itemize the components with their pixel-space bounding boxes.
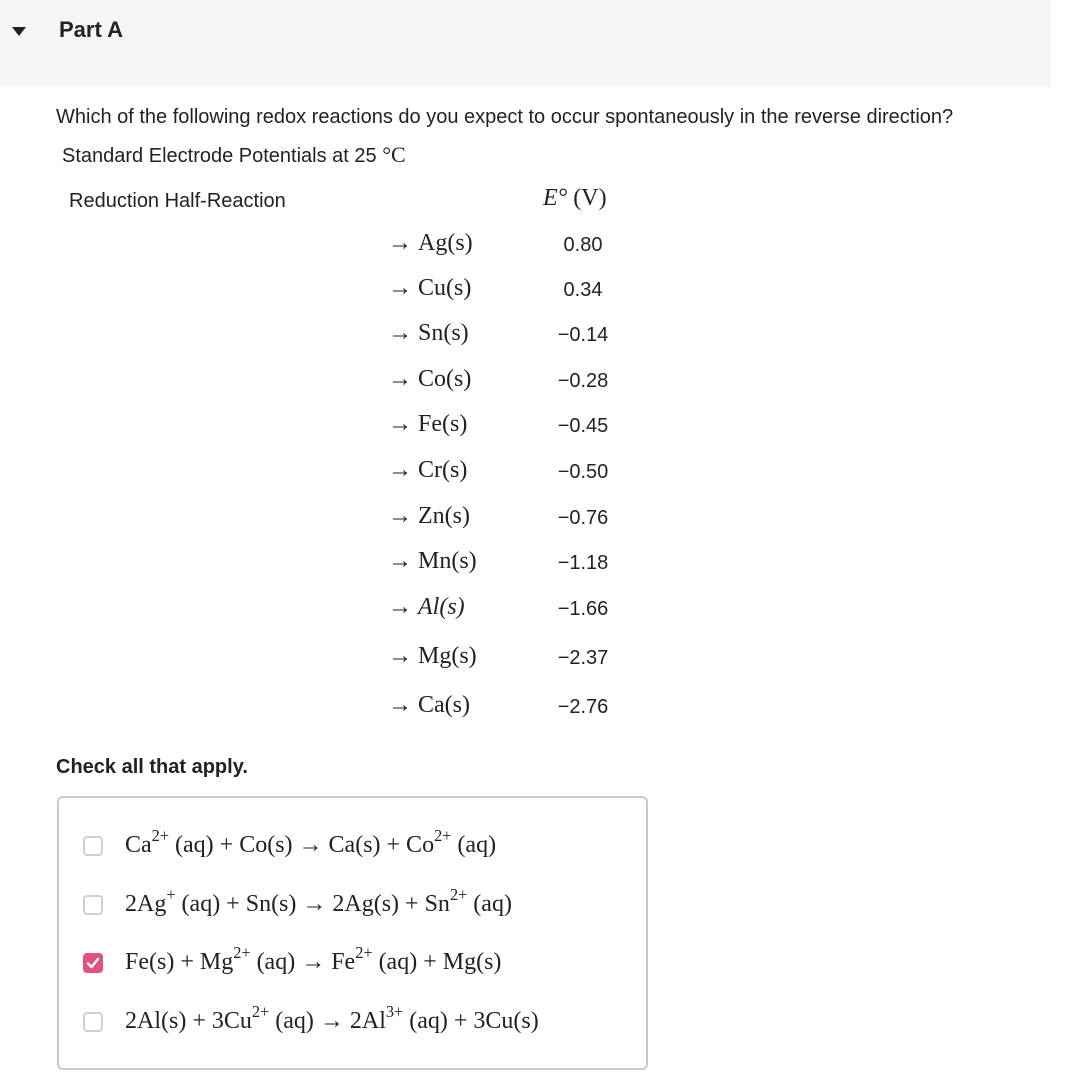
table-row	[0, 366, 700, 396]
potential-value: 0.80	[563, 234, 603, 256]
arrow-symbol: →	[388, 643, 412, 669]
arrow-symbol: →	[388, 230, 412, 256]
potential-value: −0.50	[557, 461, 609, 483]
potential-value: 0.34	[563, 279, 603, 301]
arrow-symbol: →	[388, 692, 412, 718]
half-reaction-product: Sn(s)	[418, 320, 469, 346]
table-row	[0, 275, 700, 305]
table-row	[0, 548, 700, 578]
table-row	[0, 230, 700, 260]
option-label[interactable]: $Fe(s) + Mg^{2+}$ $(aq) \to Fe^{2+}$ (aq) + Mg(s)	[125, 942, 502, 975]
table-row	[0, 594, 700, 624]
half-reaction-product: Cr(s)	[418, 457, 468, 483]
half-reaction-product: Co(s)	[418, 366, 472, 392]
potential-value: −0.76	[557, 507, 609, 529]
potential-value: −2.37	[557, 647, 609, 669]
half-reaction-product: Zn(s)	[418, 503, 470, 529]
half-reaction-product: Cu(s)	[418, 275, 472, 301]
arrow-symbol: →	[388, 275, 412, 301]
potential-symbol: E°	[543, 185, 568, 211]
potential-value: −0.14	[557, 324, 609, 346]
table-caption	[62, 142, 406, 168]
arrow-symbol: →	[388, 320, 412, 346]
arrow-symbol: →	[388, 457, 412, 483]
part-title: Part A	[59, 17, 123, 42]
arrow-symbol: →	[388, 366, 412, 392]
checkmark-icon	[86, 956, 100, 970]
table-row	[0, 411, 700, 441]
table-row	[0, 320, 700, 350]
potential-value: −0.28	[557, 370, 609, 392]
option-checkbox[interactable]	[83, 953, 103, 973]
option-checkbox[interactable]	[83, 836, 103, 856]
potential-value: −1.18	[557, 552, 609, 574]
answer-option[interactable]	[83, 825, 643, 864]
option-checkbox[interactable]	[83, 895, 103, 915]
table-row	[0, 692, 700, 722]
potential-value: −0.45	[557, 415, 609, 437]
answer-options-box	[57, 796, 648, 1070]
part-header[interactable]	[0, 0, 1051, 87]
half-reaction-product: Fe(s)	[418, 411, 468, 437]
option-label[interactable]: 2Ag+ $(aq) + Sn(s) \to 2Ag(s) + Sn^{2+}$ (aq)	[125, 884, 512, 917]
table-caption-text: Standard Electrode Potentials at 25	[62, 145, 377, 167]
arrow-symbol: →	[388, 548, 412, 574]
table-caption-unit: °C	[382, 142, 406, 167]
table-row	[0, 643, 700, 673]
potential-value: −2.76	[557, 696, 609, 718]
half-reaction-product: Ag(s)	[418, 230, 473, 256]
question-text: Which of the following redox reactions do you expect to occur spontaneously in the reverse direction?	[56, 106, 954, 128]
answer-option[interactable]	[83, 942, 643, 981]
check-all-label: Check all that apply.	[56, 756, 248, 778]
table-row	[0, 503, 700, 533]
column-header-potential	[543, 185, 607, 212]
column-header-reaction: Reduction Half-Reaction	[69, 190, 286, 212]
option-label[interactable]: $2Al(s) + 3Cu^{2+}$ $(aq) \to 2Al^{3+}$ (aq) + 3Cu(s)	[125, 1001, 539, 1034]
arrow-symbol: →	[388, 503, 412, 529]
option-checkbox[interactable]	[83, 1012, 103, 1032]
table-row	[0, 457, 700, 487]
half-reaction-product: Ca(s)	[418, 692, 470, 718]
answer-option[interactable]	[83, 884, 643, 923]
half-reaction-product: Al(s)	[418, 594, 465, 620]
half-reaction-product: Mn(s)	[418, 548, 477, 574]
arrow-symbol: →	[388, 411, 412, 437]
option-label[interactable]: $Ca^{2+}$ $(aq) + Co(s) \to Ca(s) + Co^{2+}$ (aq)	[125, 825, 497, 858]
potential-unit: (V)	[573, 185, 607, 211]
potential-value: −1.66	[557, 598, 609, 620]
half-reaction-product: Mg(s)	[418, 643, 477, 669]
arrow-symbol: →	[388, 594, 412, 620]
collapse-caret-icon[interactable]	[12, 27, 26, 36]
answer-option[interactable]	[83, 1001, 643, 1040]
